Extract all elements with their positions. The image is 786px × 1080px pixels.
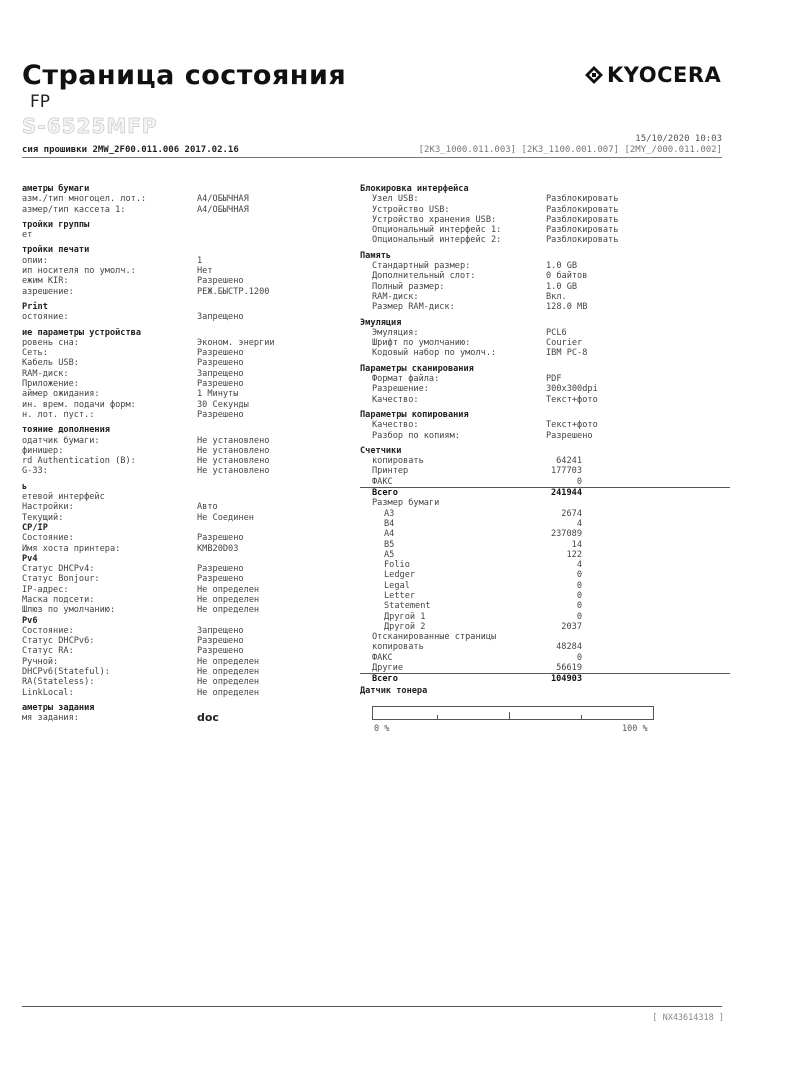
print-date: 15/10/2020 10:03 [635, 134, 722, 144]
field-row [22, 379, 352, 389]
field-row [360, 302, 730, 312]
field-row [22, 205, 352, 215]
field-label: ет [22, 230, 33, 241]
paper-size-row [360, 570, 730, 580]
field-value: 4 [576, 560, 582, 571]
field-label: Кодовый набор по умолч.: [372, 348, 497, 359]
field-value: 4 [576, 518, 582, 529]
field-label: Всего [372, 674, 398, 685]
field-value: Разрешено [546, 430, 593, 441]
paper-size-row [360, 509, 730, 519]
field-row [22, 230, 352, 240]
right-column [360, 184, 730, 685]
field-label: Статус RA: [22, 646, 74, 657]
paper-size-row [360, 560, 730, 570]
field-value: Courier [546, 338, 583, 349]
field-label: Другие [372, 663, 404, 674]
field-label: A5 [384, 549, 395, 560]
field-row [22, 338, 352, 348]
field-value: Не определен [197, 687, 260, 698]
firmware-codes: [2K3_1000.011.003] [2K3_1100.001.007] [2MY_/000.011.002] [418, 145, 722, 155]
field-label: A4 [384, 529, 395, 540]
section-title-copy: Параметры копирования [360, 409, 469, 420]
field-value: 300x300dpi [546, 384, 598, 395]
field-value: Вкл. [546, 291, 567, 302]
field-value: Разрешено [197, 564, 244, 575]
field-row [22, 348, 352, 358]
field-label: Statement [384, 601, 431, 612]
field-row [22, 646, 352, 656]
field-value: 128.0 MB [546, 302, 588, 313]
field-value: PCL6 [546, 327, 567, 338]
field-row [360, 328, 730, 338]
field-label: Устройство USB: [372, 204, 450, 215]
field-value: Не определен [197, 677, 260, 688]
paper-size-title [360, 498, 730, 508]
field-value: Разблокировать [546, 225, 619, 236]
paper-size-row [360, 540, 730, 550]
field-row [22, 276, 352, 286]
field-value: Запрещено [197, 368, 244, 379]
field-value: 237089 [550, 529, 582, 540]
field-label: Маска подсети: [22, 594, 95, 605]
field-row [360, 225, 730, 235]
field-label: Узел USB: [372, 194, 419, 205]
field-label: одатчик бумаги: [22, 435, 100, 446]
field-label: Опциональный интерфейс 1: [372, 225, 502, 236]
field-label: Состояние: [22, 625, 74, 636]
field-row [22, 616, 352, 626]
field-row [22, 400, 352, 410]
scan-counter-row [360, 663, 730, 674]
field-row [22, 446, 352, 456]
field-value: 64241 [556, 456, 582, 467]
field-row [22, 585, 352, 595]
field-label: RAM-диск: [22, 368, 69, 379]
field-label: финишер: [22, 445, 64, 456]
kyocera-emblem-icon [585, 66, 603, 84]
section-title-memory: Память [360, 250, 392, 261]
section-title-device: ие параметры устройства [22, 327, 141, 338]
field-value: 122 [566, 549, 582, 560]
field-label: Качество: [372, 420, 419, 431]
field-label: Приложение: [22, 379, 79, 390]
field-value: Разрешено [197, 646, 244, 657]
paper-size-row [360, 519, 730, 529]
field-label: Статус DHCPv4: [22, 564, 95, 575]
field-label: LinkLocal: [22, 687, 74, 698]
field-row [22, 194, 352, 204]
field-row [22, 287, 352, 297]
field-value: Разблокировать [546, 204, 619, 215]
section-title-options: тояние дополнения [22, 425, 110, 436]
field-value: 0 [576, 601, 582, 612]
field-value: Текст+фото [546, 420, 598, 431]
counter-total-row [360, 488, 730, 498]
field-row [22, 574, 352, 584]
toner-tick-75 [581, 715, 582, 719]
field-value: A4/ОБЫЧНАЯ [197, 194, 249, 205]
field-row [22, 358, 352, 368]
model-suffix: FP [30, 92, 51, 112]
toner-max-label: 100 % [622, 724, 648, 734]
field-label: Legal [384, 580, 410, 591]
field-value: 1 Минуты [197, 389, 239, 400]
paper-size-row [360, 622, 730, 632]
counter-row [360, 466, 730, 476]
field-value: Разблокировать [546, 235, 619, 246]
field-value: doc [197, 711, 219, 725]
field-label: Шлюз по умолчанию: [22, 605, 116, 616]
field-row [22, 636, 352, 646]
field-label: азмер/тип кассета 1: [22, 204, 126, 215]
field-label: аймер ожидания: [22, 389, 100, 400]
paper-size-row [360, 601, 730, 611]
field-value: Не установлено [197, 466, 270, 477]
field-row [360, 338, 730, 348]
field-label: Полный размер: [372, 281, 445, 292]
toner-min-label: 0 % [374, 724, 390, 734]
field-label: Статус DHCPv6: [22, 636, 95, 647]
field-label: Кабель USB: [22, 358, 79, 369]
field-label: Качество: [372, 394, 419, 405]
field-row [360, 235, 730, 245]
field-row [22, 389, 352, 399]
field-label: Ledger [384, 570, 416, 581]
field-label: Имя хоста принтера: [22, 543, 121, 554]
field-value: Эконом. энергии [197, 337, 275, 348]
field-row [22, 667, 352, 677]
field-label: Folio [384, 560, 410, 571]
field-value: 56619 [556, 663, 582, 674]
field-value: Не определен [197, 594, 260, 605]
field-value: 48284 [556, 642, 582, 653]
field-value: 14 [571, 539, 582, 550]
field-label: ежим KIR: [22, 276, 69, 287]
field-value: 30 Секунды [197, 399, 249, 410]
field-row [360, 282, 730, 292]
field-value: 2037 [561, 621, 582, 632]
field-value: Разблокировать [546, 194, 619, 205]
field-value: Разрешено [197, 379, 244, 390]
field-value: 1 [197, 255, 203, 266]
section-title-emulation: Эмуляция [360, 317, 402, 328]
field-value: Разрешено [197, 409, 244, 420]
section-title-job: аметры задания [22, 702, 95, 713]
field-label: Размер бумаги [372, 498, 440, 509]
field-row [360, 384, 730, 394]
paper-size-row [360, 612, 730, 622]
field-label: Эмуляция: [372, 327, 419, 338]
field-value: Не определен [197, 656, 260, 667]
field-row [22, 605, 352, 615]
toner-gauge [372, 706, 654, 720]
field-value: Не установлено [197, 456, 270, 467]
field-value: Авто [197, 502, 218, 513]
toner-title: Датчик тонера [360, 686, 428, 696]
field-row [360, 395, 730, 405]
section-title-lock: Блокировка интерфейса [360, 184, 469, 194]
field-value: A4/ОБЫЧНАЯ [197, 204, 249, 215]
paper-size-row [360, 529, 730, 539]
field-value: РЕЖ.БЫСТР.1200 [197, 286, 270, 297]
field-label: rd Authentication (B): [22, 456, 136, 467]
field-label: ип носителя по умолч.: [22, 266, 136, 277]
field-label: ин. врем. подачи форм: [22, 399, 136, 410]
field-label: A3 [384, 508, 395, 519]
counter-row [360, 456, 730, 466]
field-row [22, 410, 352, 420]
section-title-group: тройки группы [22, 219, 90, 230]
field-value: 1.0 GB [546, 281, 578, 292]
field-label: ровень сна: [22, 337, 79, 348]
field-row [22, 533, 352, 543]
field-label: G-33: [22, 466, 48, 477]
field-value: Разрешено [197, 574, 244, 585]
field-label: Текущий: [22, 512, 64, 523]
field-label: Опциональный интерфейс 2: [372, 235, 502, 246]
field-label: DHCPv6(Stateful): [22, 667, 110, 678]
firmware-version: сия прошивки 2MW_2F00.011.006 2017.02.16 [22, 145, 239, 155]
field-value: Разрешено [197, 276, 244, 287]
field-label: Принтер [372, 466, 409, 477]
toner-tick-50 [509, 712, 510, 719]
field-label: Размер RAM-диск: [372, 302, 455, 313]
field-value: Разрешено [197, 358, 244, 369]
field-row [360, 215, 730, 225]
field-value: Запрещено [197, 625, 244, 636]
field-value: 0 [576, 580, 582, 591]
brand-name: KYOCERA [607, 63, 722, 87]
paper-size-row [360, 550, 730, 560]
field-value: Не Соединен [197, 512, 254, 523]
field-row [22, 688, 352, 698]
section-title-eprint: Print [22, 301, 48, 312]
field-label: Стандартный размер: [372, 261, 471, 272]
field-value: 241944 [550, 488, 582, 499]
field-row [22, 502, 352, 512]
field-label: копировать [372, 456, 424, 467]
field-value: 0 [576, 652, 582, 663]
field-value: Текст+фото [546, 394, 598, 405]
field-label: Pv6 [22, 615, 38, 626]
field-label: етевой интерфейс [22, 492, 105, 503]
field-label: IP-адрес: [22, 584, 69, 595]
counter-row [360, 477, 730, 488]
field-row [22, 713, 352, 723]
page-title: Страница состояния [22, 60, 347, 91]
field-label: Устройство хранения USB: [372, 214, 497, 225]
field-value: 0 [576, 570, 582, 581]
field-value: Не определен [197, 667, 260, 678]
field-row [22, 369, 352, 379]
field-label: Letter [384, 590, 416, 601]
field-value: 1.0 GB [546, 261, 578, 272]
field-value: 177703 [550, 466, 582, 477]
field-label: B5 [384, 539, 395, 550]
left-column [22, 184, 352, 724]
field-row [22, 513, 352, 523]
field-row [22, 554, 352, 564]
field-value: Разрешено [197, 348, 244, 359]
section-title-counters: Счетчики [360, 445, 402, 456]
field-row [22, 626, 352, 636]
field-row [360, 261, 730, 271]
footer-divider [22, 1006, 722, 1007]
field-value: Не установлено [197, 445, 270, 456]
field-label: опии: [22, 255, 48, 266]
field-value: Запрещено [197, 312, 244, 323]
field-value: Не установлено [197, 435, 270, 446]
field-label: RAM-диск: [372, 291, 419, 302]
section-title-scan: Параметры сканирования [360, 363, 474, 374]
scan-total-row [360, 674, 730, 684]
field-value: Нет [197, 266, 213, 277]
field-value: 0 байтов [546, 271, 588, 282]
field-label: B4 [384, 518, 395, 529]
field-label: Шрифт по умолчанию: [372, 338, 471, 349]
field-row [22, 657, 352, 667]
field-label: Другой 2 [384, 621, 426, 632]
scanned-title [360, 632, 730, 642]
field-row [360, 420, 730, 430]
field-value: IBM PC-8 [546, 348, 588, 359]
field-label: Сеть: [22, 348, 48, 359]
paper-size-row [360, 591, 730, 601]
field-value: Разрешено [197, 636, 244, 647]
field-label: Pv4 [22, 553, 38, 564]
section-subtitle [22, 492, 352, 502]
scan-counter-row [360, 653, 730, 663]
section-title-network: ь [22, 481, 28, 492]
field-value: 0 [576, 590, 582, 601]
field-row [360, 271, 730, 281]
field-label: остояние: [22, 312, 69, 323]
field-row [360, 292, 730, 302]
field-value: 0 [576, 476, 582, 487]
field-label: азм./тип многоцел. лот.: [22, 194, 147, 205]
field-label: Ручной: [22, 656, 59, 667]
field-row [360, 194, 730, 204]
footer-code: [ NX43614318 ] [652, 1013, 724, 1023]
field-label: мя задания: [22, 713, 79, 724]
field-value: Разблокировать [546, 214, 619, 225]
field-label: Дополнительный слот: [372, 271, 476, 282]
field-label: Другой 1 [384, 611, 426, 622]
field-value: PDF [546, 374, 562, 385]
field-label: Формат файла: [372, 374, 440, 385]
field-label: Статус Bonjour: [22, 574, 100, 585]
field-label: Настройки: [22, 502, 74, 513]
field-value: 0 [576, 611, 582, 622]
field-row [22, 266, 352, 276]
field-label: Всего [372, 488, 398, 499]
field-row [22, 564, 352, 574]
model-name: S-6525MFP [22, 114, 158, 138]
field-row [22, 456, 352, 466]
field-row [22, 466, 352, 476]
toner-tick-25 [437, 715, 438, 719]
field-label: азрешение: [22, 286, 74, 297]
field-row [22, 544, 352, 554]
field-row [22, 523, 352, 533]
paper-size-row [360, 581, 730, 591]
header-divider [22, 157, 722, 158]
field-row [22, 312, 352, 322]
field-value: 104903 [550, 674, 582, 685]
field-value: Разрешено [197, 533, 244, 544]
field-row [360, 374, 730, 384]
field-row [360, 205, 730, 215]
field-label: Разбор по копиям: [372, 430, 460, 441]
field-row [360, 431, 730, 441]
section-title-paper: аметры бумаги [22, 184, 90, 194]
field-label: ФАКС [372, 652, 393, 663]
field-label: Разрешение: [372, 384, 429, 395]
field-value: KMB20D03 [197, 543, 239, 554]
field-value: Не определен [197, 584, 260, 595]
field-row [22, 256, 352, 266]
kyocera-logo [585, 62, 721, 88]
field-value: Не определен [197, 605, 260, 616]
field-row [360, 348, 730, 358]
field-row [22, 595, 352, 605]
field-label: Отсканированные страницы [372, 632, 497, 643]
field-label: копировать [372, 642, 424, 653]
section-title-print: тройки печати [22, 245, 90, 256]
field-value: 2674 [561, 508, 582, 519]
field-label: н. лот. пуст.: [22, 409, 95, 420]
field-label: CP/IP [22, 522, 48, 533]
field-row [22, 677, 352, 687]
field-label: Состояние: [22, 533, 74, 544]
field-row [22, 436, 352, 446]
scan-counter-row [360, 642, 730, 652]
field-label: ФАКС [372, 476, 393, 487]
field-label: RA(Stateless): [22, 677, 95, 688]
